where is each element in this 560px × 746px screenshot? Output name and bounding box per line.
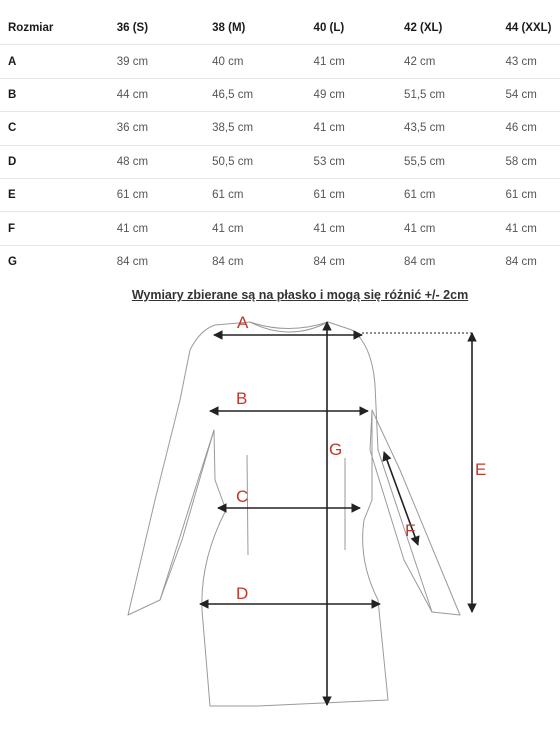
label-d: D [236, 584, 249, 603]
header-size-38: 38 (M) [212, 12, 313, 45]
table-cell: 84 cm [505, 255, 537, 268]
table-cell: 43,5 cm [404, 112, 505, 145]
table-cell: 58 cm [505, 145, 560, 178]
table-cell: 42 cm [404, 45, 505, 78]
table-cell: 61 cm [404, 178, 505, 211]
table-cell: 46 cm [505, 112, 560, 145]
table-cell: 41 cm [505, 212, 560, 245]
label-a: A [237, 313, 249, 332]
table-cell: 61 cm [314, 178, 405, 211]
neckline [250, 322, 328, 332]
table-header-row [0, 12, 560, 45]
table-cell: 50,5 cm [212, 145, 313, 178]
header-size-42: 42 (XL) [404, 12, 505, 45]
table-row [0, 245, 560, 278]
table-row [0, 112, 560, 145]
table-cell: 41 cm [117, 212, 212, 245]
row-label: B [0, 78, 117, 111]
table-row [0, 212, 560, 245]
table-cell: 84 cm [313, 255, 345, 268]
table-cell: 53 cm [314, 145, 405, 178]
table-row [0, 45, 560, 78]
row-label: F [0, 212, 117, 245]
table-cell: 51,5 cm [404, 78, 505, 111]
table-cell: 41 cm [212, 212, 313, 245]
row-label: C [0, 112, 117, 145]
table-cell: 43 cm [505, 45, 560, 78]
table-cell: 46,5 cm [212, 78, 313, 111]
table-cell: 84 cm [212, 255, 244, 268]
size-table [0, 12, 560, 278]
table-cell: 49 cm [314, 78, 405, 111]
label-f: F [405, 521, 416, 540]
table-cell: 54 cm [505, 78, 560, 111]
table-cell: 38,5 cm [212, 112, 313, 145]
table-row [0, 145, 560, 178]
label-b: B [236, 389, 248, 408]
table-cell: 84 cm [116, 255, 149, 268]
header-size-40: 40 (L) [314, 12, 405, 45]
label-g: G [329, 440, 343, 459]
dress-body-outline [128, 322, 460, 706]
table-cell: 61 cm [212, 178, 313, 211]
header-rozmiar: Rozmiar [0, 12, 117, 45]
table-cell: 41 cm [314, 45, 405, 78]
row-label: A [0, 45, 117, 78]
table-cell: 55,5 cm [404, 145, 505, 178]
label-c: C [236, 487, 249, 506]
table-cell: 41 cm [314, 112, 405, 145]
header-size-44: 44 (XXL) [505, 12, 560, 45]
table-cell: 40 cm [212, 45, 313, 78]
table-cell: 61 cm [505, 178, 560, 211]
table-cell: 41 cm [404, 212, 505, 245]
table-row [0, 178, 560, 211]
table-cell: 36 cm [117, 112, 212, 145]
dress-measurement-diagram [0, 300, 560, 746]
table-row [0, 78, 560, 111]
row-label: D [0, 145, 117, 178]
table-cell: 48 cm [117, 145, 212, 178]
header-size-36: 36 (S) [117, 12, 212, 45]
measurement-note: Wymiary zbierane są na płasko i mogą się różnić +/- 2cm [131, 288, 469, 302]
table-cell: 44 cm [117, 78, 212, 111]
table-cell: 39 cm [117, 45, 212, 78]
table-cell: 84 cm [404, 255, 436, 268]
dress-outline [128, 322, 460, 706]
row-label: G [8, 255, 17, 268]
sleeve-inner-left [160, 430, 214, 600]
table-cell: 61 cm [117, 178, 212, 211]
measurement-arrows [200, 322, 472, 705]
sleeve-inner-right [370, 410, 432, 612]
row-label: E [0, 178, 117, 211]
table-cell: 41 cm [314, 212, 405, 245]
label-e: E [475, 460, 487, 479]
